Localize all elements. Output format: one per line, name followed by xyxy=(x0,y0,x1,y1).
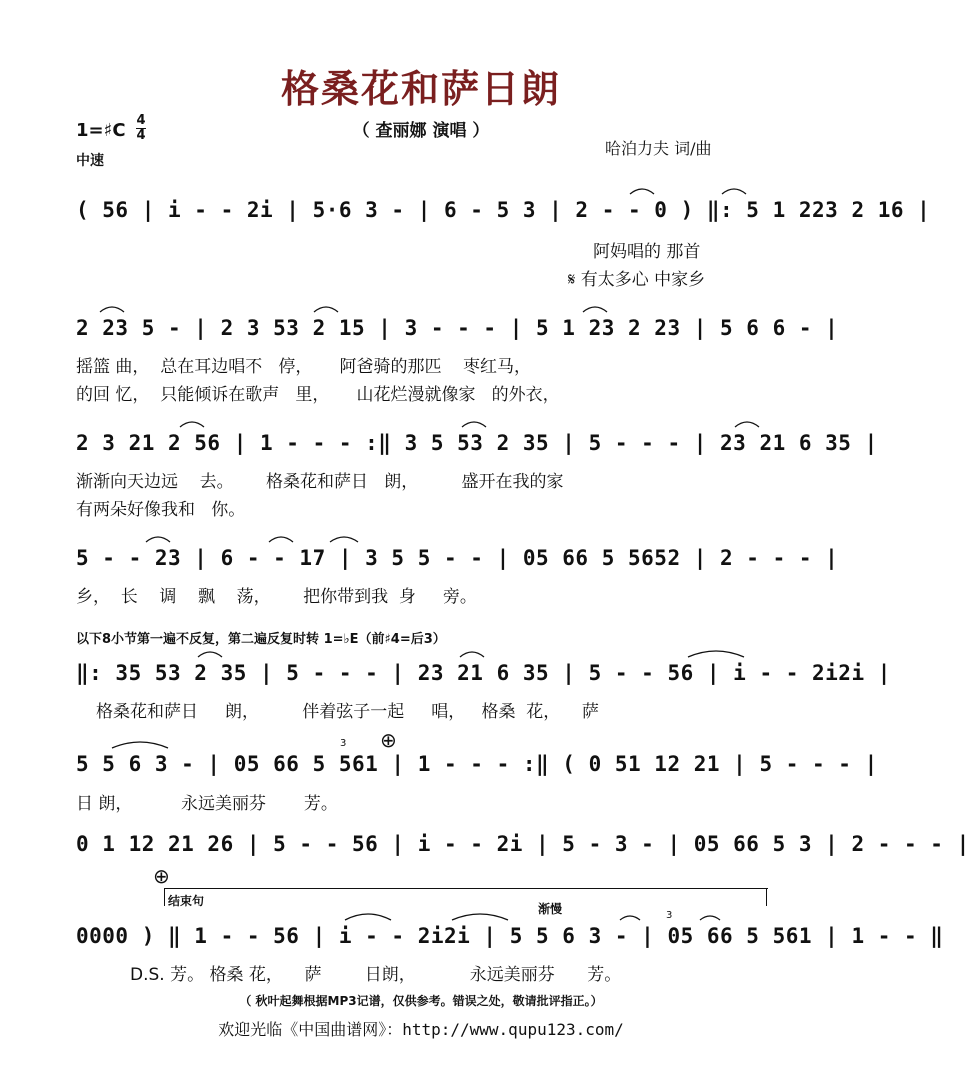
coda-sign-icon: ⊕ xyxy=(380,728,397,752)
ending-label: 结束句 xyxy=(168,894,205,908)
slur xyxy=(462,422,486,427)
slur xyxy=(630,189,654,194)
key-signature: 1=♯C xyxy=(76,120,126,141)
lyric-row-2-verse-1: 摇篮 曲， 总在耳边唱不 停， 阿爸骑的那匹 枣红马， xyxy=(76,357,532,377)
triplet-mark-row-6: 3 xyxy=(340,738,347,749)
song-title: 格桑花和萨日朗 xyxy=(280,66,561,111)
lyric-row-8: D.S. 芳。 格桑 花， 萨 日朗， 永远美丽芬 芳。 xyxy=(130,965,622,985)
slur xyxy=(583,307,607,312)
slur xyxy=(100,307,124,312)
transcription-note: （ 秋叶起舞根据MP3记谱，仅供参考。错误之处，敬请批评指正。） xyxy=(239,994,603,1008)
score-row-6: 5 5 6 3 - | 05 66 5 561 | 1 - - - :‖ ( 0 51 12 21 | 5 - - - | xyxy=(76,752,878,776)
ritardando-marking: 渐慢 xyxy=(538,902,563,916)
tempo-marking: 中速 xyxy=(76,153,104,169)
score-row-1: ( 56 | i - - 2i | 5·6 3 - | 6 - 5 3 | 2 - - 0 ) ‖: 5 1 223 2 16 | xyxy=(76,198,931,222)
slur xyxy=(180,422,204,427)
score-row-5: ‖: 35 53 2 35 | 5 - - - | 23 21 6 35 | 5 - - 56 | i - - 2i2i | xyxy=(76,661,891,685)
slur xyxy=(620,916,640,920)
performer-subtitle: （ 查丽娜 演唱 ） xyxy=(352,121,490,141)
score-row-8: 0000 ) ‖ 1 - - 56 | i - - 2i2i | 5 5 6 3 - | 05 66 5 561 | 1 - - ‖ xyxy=(76,924,944,948)
site-credit: 欢迎光临《中国曲谱网》：http://www.qupu123.com/ xyxy=(218,1020,624,1039)
score-row-7: 0 1 12 21 26 | 5 - - 56 | i - - 2i | 5 - 3 - | 05 66 5 3 | 2 - - - | xyxy=(76,832,970,856)
lyric-row-1-verse-2: 𝄋 有太多心 中家乡 xyxy=(568,270,706,290)
slur xyxy=(330,537,358,542)
slur xyxy=(688,651,744,657)
lyric-row-6: 日 朗， 永远美丽芬 芳。 xyxy=(76,794,338,814)
meter-top: 4 xyxy=(136,113,146,128)
triplet-mark-row-8: 3 xyxy=(666,910,673,921)
lyric-row-5: 格桑花和萨日 朗， 伴着弦子一起 唱， 格桑 花， 萨 xyxy=(96,702,599,722)
slur xyxy=(700,916,720,920)
slur xyxy=(146,537,170,542)
lyric-row-3-verse-2: 有两朵好像我和 你。 xyxy=(76,500,246,520)
composer-credit: 哈泊力夫 词/曲 xyxy=(605,139,712,158)
slur xyxy=(269,537,293,542)
slur xyxy=(460,652,484,657)
slur xyxy=(345,914,391,920)
slur xyxy=(112,742,168,748)
lyric-row-4: 乡， 长 调 飘 荡， 把你带到我 身 旁。 xyxy=(76,587,477,607)
slur xyxy=(198,652,222,657)
modulation-instruction: 以下8小节第一遍不反复，第二遍反复时转 1=♭E（前♯4=后3） xyxy=(76,632,446,647)
score-row-3: 2 3 21 2 56 | 1 - - - :‖ 3 5 53 2 35 | 5 - - - | 23 21 6 35 | xyxy=(76,431,878,455)
score-row-4: 5 - - 23 | 6 - - 17 | 3 5 5 - - | 05 66 5 5652 | 2 - - - | xyxy=(76,546,839,570)
slur xyxy=(314,307,338,312)
coda-sign-ending-icon: ⊕ xyxy=(153,864,170,888)
score-row-2: 2 23 5 - | 2 3 53 2 15 | 3 - - - | 5 1 23 2 23 | 5 6 6 - | xyxy=(76,316,839,340)
lyric-row-3-verse-1: 渐渐向天边远 去。 格桑花和萨日 朗， 盛开在我的家 xyxy=(76,472,564,492)
slur xyxy=(722,189,746,194)
slur xyxy=(735,422,759,427)
lyric-row-1-verse-1: 阿妈唱的 那首 xyxy=(593,242,701,262)
meter-bottom: 4 xyxy=(136,128,146,143)
lyric-row-2-verse-2: 的回 忆， 只能倾诉在歌声 里， 山花烂漫就像家 的外衣， xyxy=(76,385,560,405)
slur xyxy=(452,914,508,920)
